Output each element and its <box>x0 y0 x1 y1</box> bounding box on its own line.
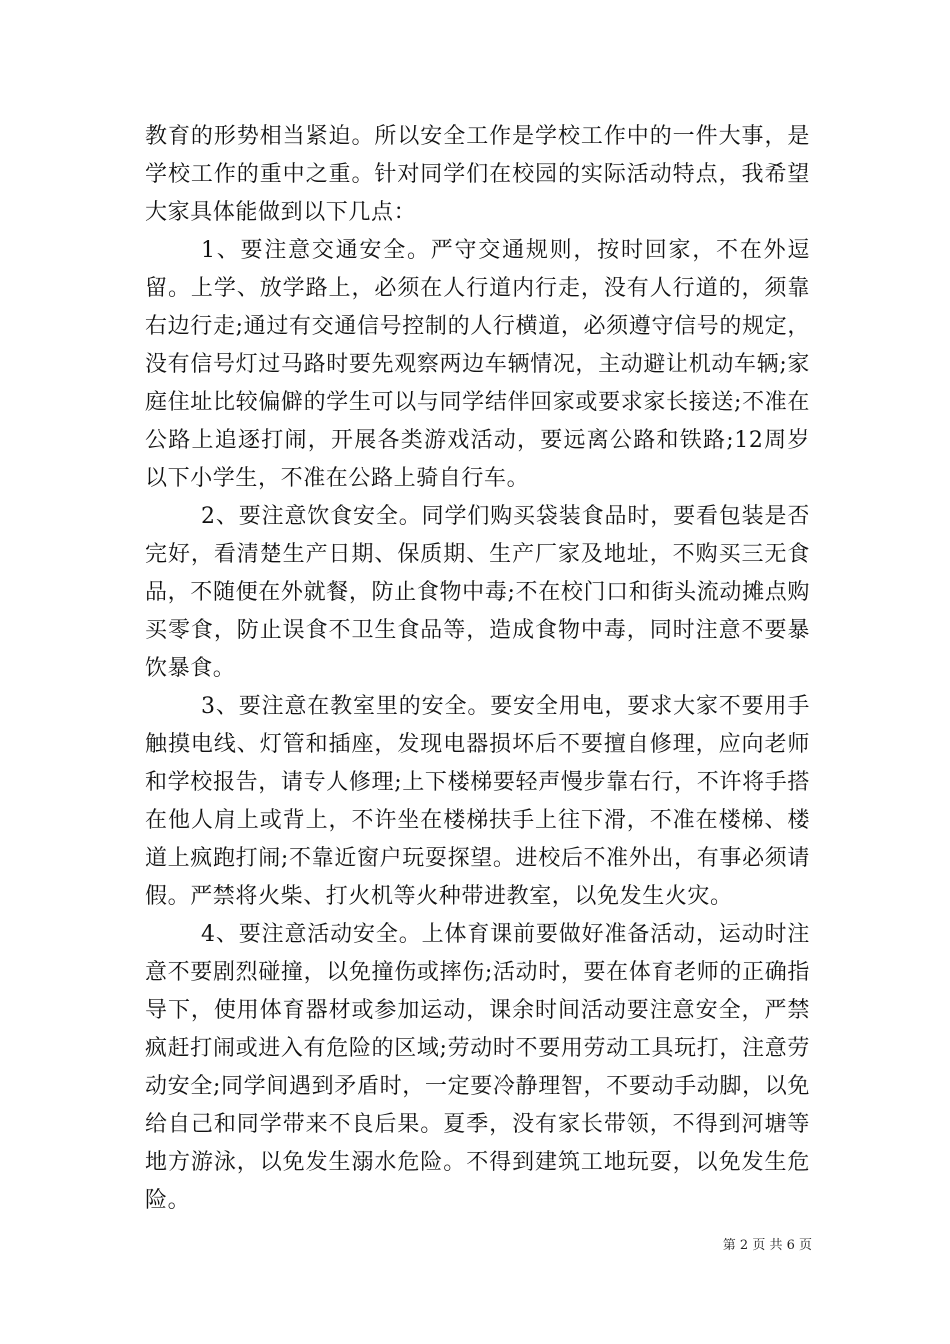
paragraph-intro: 教育的形势相当紧迫。所以安全工作是学校工作中的一件大事，是学校工作的重中之重。针对同学们在校园的实际活动特点，我希望大家具体能做到以下几点： <box>145 124 810 225</box>
document-body <box>145 118 810 1220</box>
page-number: 第 2 页 共 6 页 <box>722 1238 812 1253</box>
paragraph-classroom-safety: 3、要注意在教室里的安全。要安全用电，要求大家不要用手触摸电线、灯管和插座，发现电器损坏后不要擅自修理，应向老师和学校报告，请专人修理;上下楼梯要轻声慢步靠右行，不许将手搭在他人肩上或背上，不许坐在楼梯扶手上往下滑，不准在楼梯、楼道上疯跑打闹;不靠近窗户玩耍探望。进校后不准外出，有事必须请假。严禁将火柴、打火机等火种带进教室，以免发生火灾。 <box>145 694 810 909</box>
paragraph-food-safety: 2、要注意饮食安全。同学们购买袋装食品时，要看包装是否完好，看清楚生产日期、保质期、生产厂家及地址，不购买三无食品，不随便在外就餐，防止食物中毒;不在校门口和街头流动摊点购买零食，防止误食不卫生食品等，造成食物中毒，同时注意不要暴饮暴食。 <box>145 504 810 681</box>
paragraph-traffic-safety: 1、要注意交通安全。严守交通规则，按时回家，不在外逗留。上学、放学路上，必须在人行道内行走，没有人行道的，须靠右边行走;通过有交通信号控制的人行横道，必须遵守信号的规定，没有信号灯过马路时要先观察两边车辆情况，主动避让机动车辆;家庭住址比较偏僻的学生可以与同学结伴回家或要求家长接送;不准在公路上追逐打闹，开展各类游戏活动，要远离公路和铁路;12周岁以下小学生，不准在公路上骑自行车。 <box>145 238 810 491</box>
paragraph-activity-safety: 4、要注意活动安全。上体育课前要做好准备活动，运动时注意不要剧烈碰撞，以免撞伤或摔伤;活动时，要在体育老师的正确指导下，使用体育器材或参加运动，课余时间活动要注意安全，严禁疯赶打闹或进入有危险的区域;劳动时不要用劳动工具玩打，注意劳动安全;同学间遇到矛盾时，一定要冷静理智，不要动手动脚，以免给自己和同学带来不良后果。夏季，没有家长带领，不得到河塘等地方游泳，以免发生溺水危险。不得到建筑工地玩耍，以免发生危险。 <box>145 922 810 1213</box>
